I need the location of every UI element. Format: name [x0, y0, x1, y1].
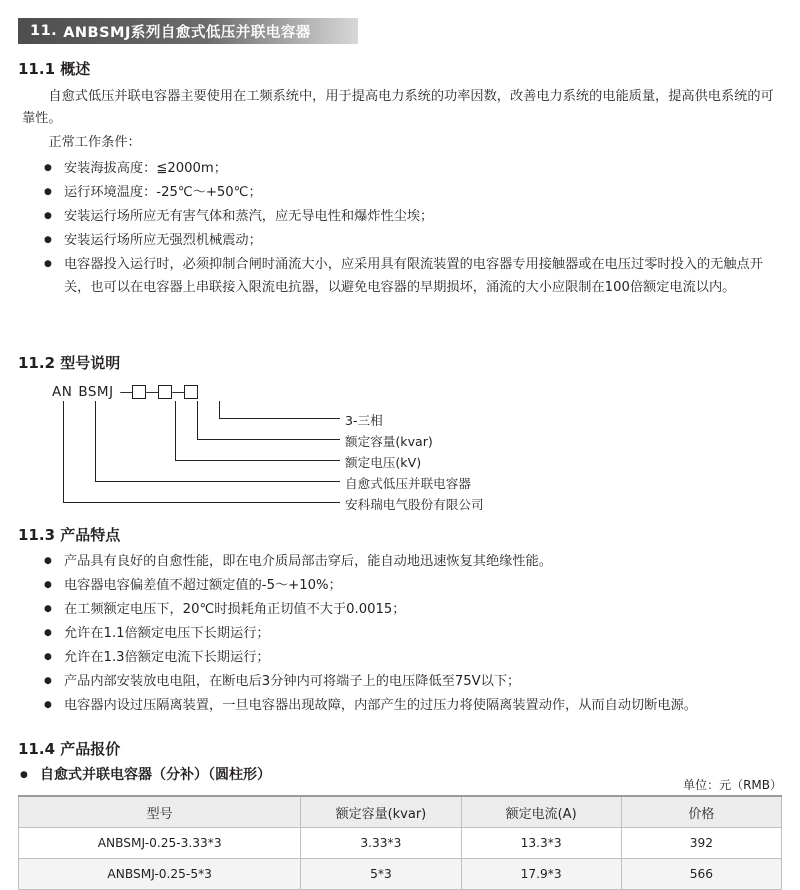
list-item: ● 安装运行场所应无有害气体和蒸汽，应无导电性和爆炸性尘埃； [42, 205, 782, 228]
legend-phase: 3-三相 [345, 413, 383, 428]
model-dash-2: — [145, 384, 160, 400]
legend-product: 自愈式低压并联电容器 [345, 476, 471, 491]
list-item: ● 安装海拔高度：≦2000m； [42, 157, 782, 180]
legend-voltage: 额定电压(kV) [345, 455, 422, 470]
list-item: ● 在工频额定电压下，20℃时损耗角正切值不大于0.0015； [42, 598, 782, 621]
list-item: ● 产品具有良好的自愈性能，即在电介质局部击穿后，能自动地迅速恢复其绝缘性能。 [42, 550, 782, 573]
section-heading-features: 11.3 产品特点 [18, 526, 121, 544]
price-subtitle-list [18, 764, 758, 788]
list-item: ● 安装运行场所应无强烈机械震动； [42, 229, 782, 252]
column-header-price: 价格 [621, 796, 781, 828]
model-dash-3: — [171, 384, 186, 400]
chapter-number: 11. [30, 23, 58, 39]
cell-price: 566 [621, 859, 781, 890]
cell-current: 13.3*3 [461, 828, 621, 859]
model-prefix-an: AN [52, 384, 73, 400]
cell-price: 392 [621, 828, 781, 859]
price-unit-note: 单位：元（RMB） [683, 778, 782, 792]
column-header-current: 额定电流(A) [461, 796, 621, 828]
table-header-row [19, 796, 782, 828]
model-code-row [52, 384, 198, 400]
list-item: ● 运行环境温度：-25℃～+50℃； [42, 181, 782, 204]
list-item: ● 允许在1.3倍额定电流下长期运行； [42, 646, 782, 669]
cell-current: 17.9*3 [461, 859, 621, 890]
column-header-model: 型号 [19, 796, 301, 828]
table-row [19, 859, 782, 890]
section-heading-overview: 11.1 概述 [18, 60, 91, 78]
list-item: ● 允许在1.1倍额定电压下长期运行； [42, 622, 782, 645]
model-prefix-bsmj: BSMJ [78, 384, 114, 400]
list-item: ● 电容器投入运行时，必须抑制合闸时涌流大小，应采用具有限流装置的电容器专用接触器或在电压过零时投入的无触点开关，也可以在电容器上串联接入限流电抗器，以避免电容器的早期损坏，涌流的大小应限制在100倍额定电流以内。 [42, 253, 782, 299]
price-table [18, 795, 782, 890]
section-heading-price: 11.4 产品报价 [18, 740, 121, 758]
model-box-capacity [158, 385, 172, 399]
cell-capacity: 3.33*3 [301, 828, 461, 859]
chapter-title: ANBSMJ系列自愈式低压并联电容器 [63, 24, 311, 41]
features-bullet-list [42, 550, 782, 718]
overview-paragraph-2: 正常工作条件： [48, 135, 141, 150]
overview-paragraph-1: 自愈式低压并联电容器主要使用在工频系统中，用于提高电力系统的功率因数，改善电力系统的电能质量，提高供电系统的可靠性。 [22, 89, 774, 126]
list-item: ● 电容器电容偏差值不超过额定值的-5～+10%； [42, 574, 782, 597]
model-code-diagram [52, 384, 752, 514]
overview-bullet-list [42, 157, 782, 300]
price-table-head [19, 796, 782, 828]
cell-model: ANBSMJ-0.25-3.33*3 [19, 828, 301, 859]
legend-capacity: 额定容量(kvar) [345, 434, 433, 449]
cell-capacity: 5*3 [301, 859, 461, 890]
legend-company: 安科瑞电气股份有限公司 [345, 497, 484, 512]
model-box-phase [184, 385, 198, 399]
section-heading-model: 11.2 型号说明 [18, 354, 121, 372]
column-header-capacity: 额定容量(kvar) [301, 796, 461, 828]
leader-line-company [63, 401, 340, 503]
price-table-body [19, 828, 782, 890]
price-subtitle: ● 自愈式并联电容器（分补）（圆柱形） [18, 764, 758, 787]
list-item: ● 电容器内设过压隔离装置，一旦电容器出现故障，内部产生的过压力将使隔离装置动作，从而自动切断电源。 [42, 694, 782, 717]
chapter-header-bar [18, 18, 358, 44]
cell-model: ANBSMJ-0.25-5*3 [19, 859, 301, 890]
model-dash-1: — [119, 384, 134, 400]
table-row [19, 828, 782, 859]
model-box-voltage [132, 385, 146, 399]
list-item: ● 产品内部安装放电电阻，在断电后3分钟内可将端子上的电压降低至75V以下； [42, 670, 782, 693]
